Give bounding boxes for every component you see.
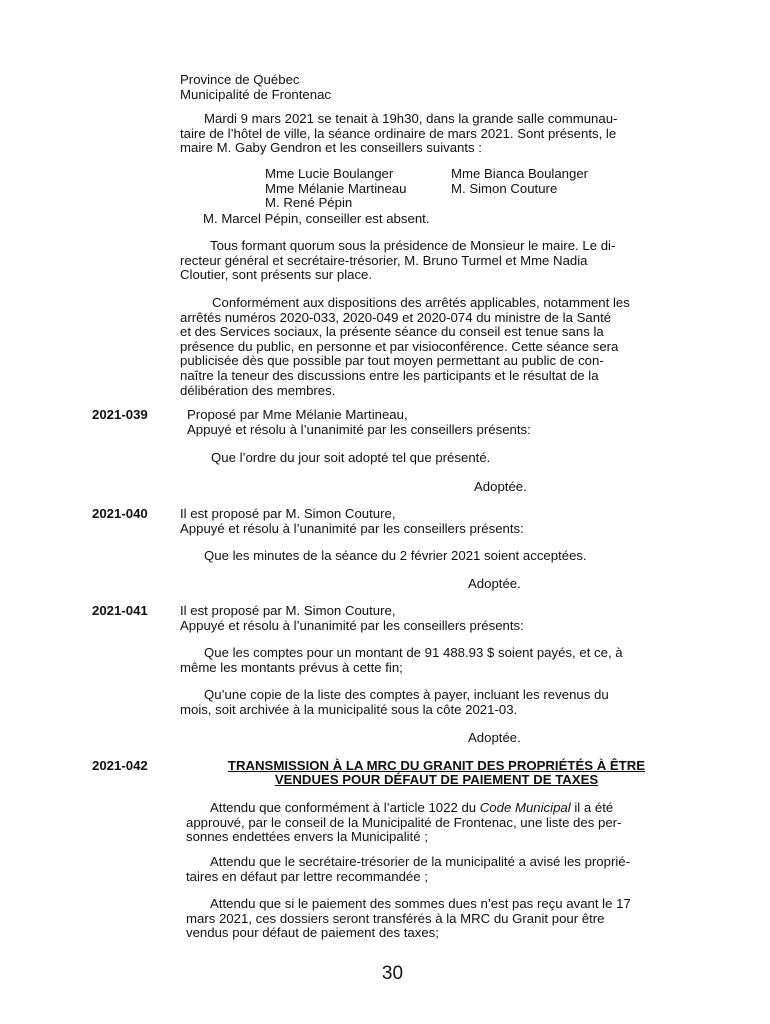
body-line: même les montants prévus à cette fin; [180, 659, 403, 675]
quorum-paragraph [180, 239, 685, 283]
quorum-line: Cloutier, sont présents sur place. [180, 267, 373, 283]
intro-line: taire de l’hôtel de ville, la séance ordinaire de mars 2021. Sont présents, le [180, 125, 617, 141]
adopted-label: Adoptée. [468, 576, 521, 591]
body-line [186, 801, 688, 816]
municipality-line: Municipalité de Frontenac [180, 86, 332, 102]
resolution-body: Que les minutes de la séance du 2 février 2021 soient acceptées. [204, 548, 587, 563]
decree-line: naître la teneur des discussions entre les participants et le résultat de la [180, 367, 599, 383]
decree-line: publicisée dès que possible par tout moyen permettant au public de con- [180, 353, 604, 369]
document-header [180, 73, 331, 102]
body-line: Qu’une copie de la liste des comptes à payer, incluant les revenus du [204, 687, 609, 702]
page-number: 30 [381, 963, 404, 984]
resolution-mover [180, 507, 524, 536]
members-row [265, 182, 588, 197]
decree-line: délibération des membres. [180, 382, 336, 398]
moved-by: Il est proposé par M. Simon Couture, [180, 603, 396, 618]
body-line: taires en défaut par lettre recommandée ; [186, 868, 428, 884]
intro-line: Mardi 9 mars 2021 se tenait à 19h30, dans la grande salle communau- [204, 111, 618, 126]
decree-line: et des Services sociaux, la présente séance du conseil est tenue sans la [180, 324, 604, 340]
seconded-by: Appuyé et résolu à l’unanimité par les conseillers présents: [187, 421, 531, 437]
whereas-paragraph [186, 897, 688, 941]
resolution-number: 2021-042 [92, 758, 148, 773]
decree-line: arrêtés numéros 2020-033, 2020-049 et 2020-074 du ministre de la Santé [180, 309, 612, 325]
text-segment: Attendu que conformément à l’article 1022 du [210, 800, 480, 815]
council-members-list [265, 167, 588, 211]
italic-title: Code Municipal [479, 800, 571, 815]
decree-line: Conformément aux dispositions des arrêtés applicables, notamment les [212, 295, 630, 310]
body-line: approuvé, par le conseil de la Municipalité de Frontenac, une liste des per- [186, 814, 622, 830]
whereas-paragraph [186, 855, 688, 884]
body-line: Attendu que le secrétaire-trésorier de la municipalité a avisé les proprié- [210, 854, 631, 869]
members-row [265, 196, 588, 211]
member-name: Mme Mélanie Martineau [265, 180, 407, 196]
adopted-label: Adoptée. [468, 730, 521, 745]
body-line: mars 2021, ces dossiers seront transférés à la MRC du Granit pour être [186, 910, 605, 926]
member-name: M. Simon Couture [451, 180, 558, 196]
body-line: Que les comptes pour un montant de 91 488.93 $ soient payés, et ce, à [204, 645, 623, 660]
title-line: VENDUES POUR DÉFAUT DE PAIEMENT DE TAXES [274, 772, 599, 787]
decree-paragraph [180, 296, 690, 398]
body-line: vendus pour défaut de paiement des taxes; [186, 925, 439, 941]
resolution-body [180, 688, 685, 717]
resolution-mover [180, 604, 524, 633]
resolution-number: 2021-039 [92, 407, 148, 422]
quorum-line: recteur général et secrétaire-trésorier, M. Bruno Turmel et Mme Nadia [180, 252, 588, 268]
absent-member-line: M. Marcel Pépin, conseiller est absent. [203, 211, 430, 226]
resolution-body [180, 646, 685, 675]
meeting-intro-paragraph [180, 112, 683, 156]
adopted-label: Adoptée. [474, 479, 527, 494]
resolution-number: 2021-041 [92, 603, 148, 618]
seconded-by: Appuyé et résolu à l’unanimité par les conseillers présents: [180, 520, 524, 536]
text-segment: il a été [570, 800, 614, 815]
province-line: Province de Québec [180, 72, 300, 87]
resolution-number: 2021-040 [92, 506, 148, 521]
member-name: M. René Pépin [265, 195, 353, 211]
seconded-by: Appuyé et résolu à l’unanimité par les conseillers présents: [180, 617, 524, 633]
body-line: sonnes endettées envers la Municipalité ; [186, 829, 428, 845]
moved-by: Proposé par Mme Mélanie Martineau, [187, 407, 408, 422]
moved-by: Il est proposé par M. Simon Couture, [180, 506, 396, 521]
member-name: Mme Lucie Boulanger [265, 166, 394, 181]
body-line: mois, soit archivée à la municipalité sous la côte 2021-03. [180, 701, 518, 717]
members-row [265, 167, 588, 182]
resolution-mover [187, 408, 531, 437]
title-line: TRANSMISSION À LA MRC DU GRANIT DES PROPRIÉTÉS À ÊTRE [227, 758, 646, 773]
member-name: Mme Bianca Boulanger [451, 166, 589, 181]
quorum-line: Tous formant quorum sous la présidence de Monsieur le maire. Le di- [210, 238, 616, 253]
whereas-paragraph [186, 801, 688, 845]
decree-line: présence du public, en personne et par visioconférence. Cette séance sera [180, 338, 619, 354]
body-line: Attendu que si le paiement des sommes dues n’est pas reçu avant le 17 [210, 896, 631, 911]
resolution-title [195, 759, 678, 787]
resolution-body: Que l’ordre du jour soit adopté tel que présenté. [211, 450, 491, 465]
intro-line: maire M. Gaby Gendron et les conseillers suivants : [180, 140, 482, 156]
